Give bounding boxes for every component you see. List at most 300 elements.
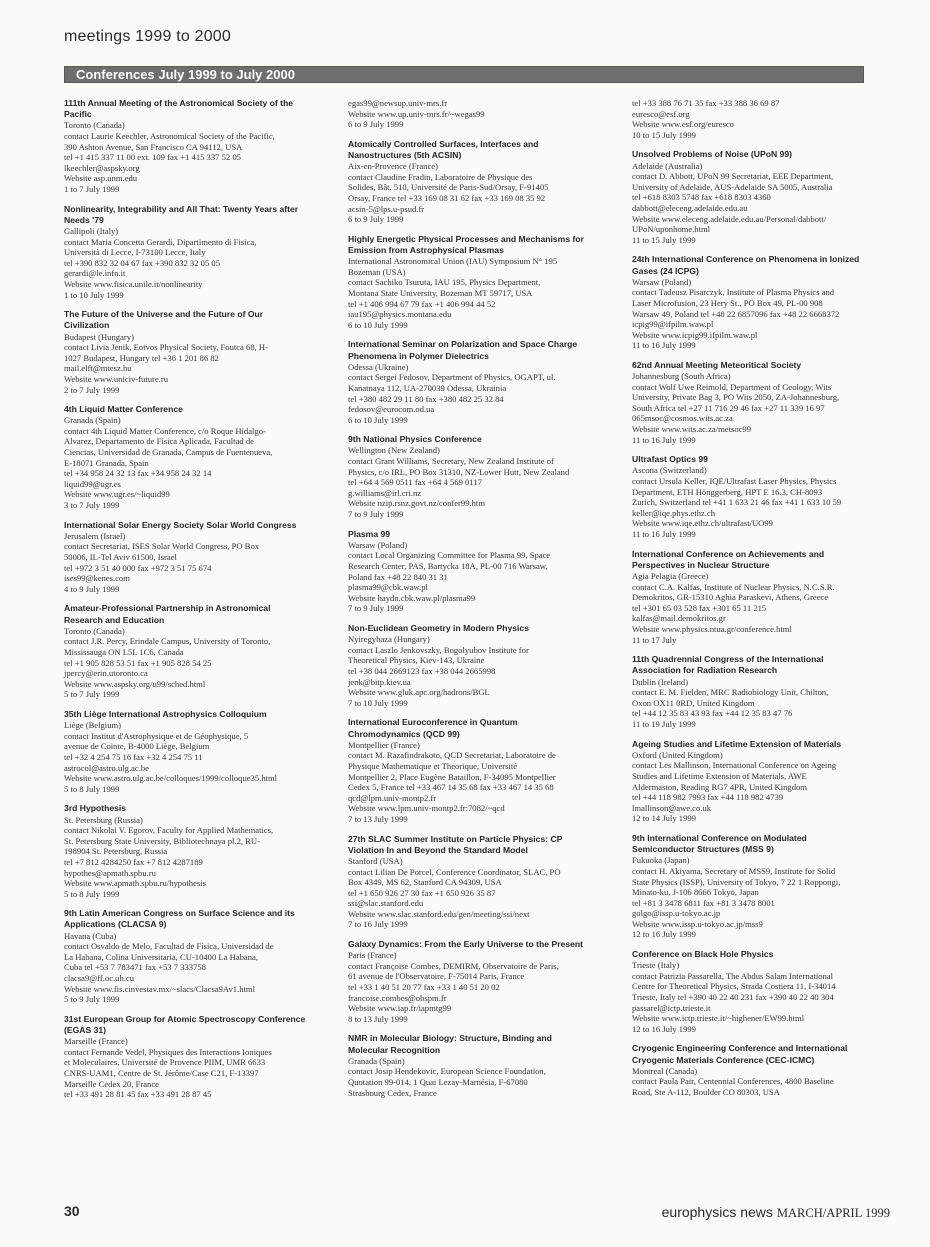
- detail-line: contact C.A. Kalfas, Institute of Nuclear Physics, N.C.S.R.: [632, 581, 835, 592]
- detail-line: contact Ursula Keller, IQE/Ultrafast Laser Physics, Physics: [632, 476, 837, 487]
- conference-entry: [632, 654, 902, 729]
- detail-line: tel +81 3 3478 6811 fax +81 3 3478 8001: [632, 897, 775, 908]
- detail-line: Physique Mathematique et Theorique, Université: [348, 760, 518, 771]
- conference-entry: [348, 434, 618, 519]
- conference-details: [348, 445, 618, 519]
- conference-title: 11th Quadrennial Congress of the International Association for Radiation Research: [632, 654, 824, 676]
- detail-line: 11 to 16 July 1999: [632, 340, 696, 351]
- conference-details: [632, 371, 902, 445]
- conference-title: 9th Latin American Congress on Surface Science and its Applications (CLACSA 9): [64, 908, 295, 930]
- conference-entry: [348, 834, 618, 931]
- detail-line: lkeechler@aspsky.org: [64, 162, 140, 173]
- conference-title: International Euroconference in Quantum Chromodynamics (QCD 99): [348, 717, 518, 739]
- detail-line: Odessa (Ukraine): [348, 361, 409, 372]
- detail-line: CNRS-UAM1, Centre de St. Jérôme/Case C21, F-13397: [64, 1068, 259, 1079]
- detail-line: Centre for Theoretical Physics, Strada Costiera 11, I-34014: [632, 981, 836, 992]
- detail-line: tel +33 388 76 71 35 fax +33 388 36 69 87: [632, 98, 780, 108]
- detail-line: 7 to 10 July 1999: [348, 697, 408, 708]
- detail-line: 11 to 16 July 1999: [632, 529, 696, 540]
- detail-line: Alvarez, Departamento de Fisica Aplicada, Facultad de: [64, 436, 254, 447]
- detail-line: 1 to 10 July 1999: [64, 289, 124, 300]
- conference-details: [632, 750, 902, 824]
- detail-line: Website www.up.univ-mrs.fr/~wegas99: [348, 108, 485, 119]
- publication-name: europhysics news: [661, 1204, 773, 1220]
- detail-line: avenue de Cointe, B-4000 Liège, Belgium: [64, 741, 210, 752]
- conference-title: International Solar Energy Society Solar World Congress: [64, 519, 297, 530]
- detail-line: Warsaw (Poland): [632, 276, 692, 287]
- detail-line: contact 4th Liquid Matter Conference, c/o Roque Hidalgo-: [64, 425, 266, 436]
- conference-title: 4th Liquid Matter Conference: [64, 404, 183, 415]
- conference-entry: [348, 139, 618, 225]
- detail-line: lmallinson@awe.co.uk: [632, 802, 712, 813]
- detail-line: International Astronomical Union (IAU) Symposium N° 195: [348, 256, 558, 267]
- conferences-banner: [64, 66, 864, 83]
- detail-line: passarel@ictp.trieste.it: [632, 1002, 711, 1013]
- detail-line: 7 to 13 July 1999: [348, 813, 408, 824]
- detail-line: Nyiregyhaza (Hungary): [348, 634, 430, 645]
- conference-title: 3rd Hypothesis: [64, 803, 127, 814]
- detail-line: Gallipoli (Italy): [64, 225, 119, 236]
- detail-line: contact Lilian De Porcel, Conference Coordinator, SLAC, PO: [348, 866, 561, 877]
- conference-entry: [348, 939, 618, 1024]
- detail-line: contact Les Mallinson, International Conference on Ageing: [632, 760, 837, 771]
- column-2: [348, 98, 618, 1107]
- conference-details: [348, 362, 618, 426]
- section-title: meetings 1999 to 2000: [64, 28, 231, 45]
- detail-line: contact Paula Pair, Centennial Conferences, 4800 Baseline: [632, 1076, 834, 1087]
- conference-entry: [64, 98, 332, 195]
- detail-line: Website www.lpm.univ-montp2.fr:7082/~qcd: [348, 803, 505, 814]
- detail-line: icpig99@ifpilm.waw.pl: [632, 319, 714, 330]
- detail-line: Montreal (Canada): [632, 1065, 698, 1076]
- detail-line: contact Grant Williams, Secretary, New Zealand Institute of: [348, 456, 554, 467]
- detail-line: 11 to 17 July: [632, 634, 677, 645]
- detail-line: Budapest (Hungary): [64, 331, 134, 342]
- detail-line: Jerusalem (Israel): [64, 530, 126, 541]
- conference-details: [64, 120, 332, 194]
- detail-line: 7 to 9 July 1999: [348, 509, 404, 520]
- detail-line: Johannesburg (South Africa): [632, 371, 731, 382]
- detail-line: Website www.fisica.unile.it/nonlinearity: [64, 278, 203, 289]
- detail-line: University, Private Bag 3, PO Wits 2050, ZA-Johannesburg,: [632, 392, 840, 403]
- detail-line: 390 Ashton Avenue, San Francisco CA 94112, USA: [64, 141, 243, 152]
- conference-title: Ultrafast Optics 99: [632, 454, 708, 465]
- detail-line: 198904 St. Petersburg, Russia: [64, 846, 168, 857]
- conference-entry: [348, 529, 618, 614]
- detail-line: contact Maria Concetta Gerardi, Dipartimento di Fisica,: [64, 236, 257, 247]
- detail-line: 5 to 8 July 1999: [64, 783, 120, 794]
- detail-line: tel +972 3 51 40 000 fax +972 3 51 75 674: [64, 562, 212, 573]
- conference-entry: [632, 549, 902, 646]
- conference-title: Highly Energetic Physical Processes and Mechanisms for Emission from Astrophysical Plasmas: [348, 233, 584, 255]
- detail-line: tel +33 491 28 81 45 fax +33 491 28 87 45: [64, 1089, 212, 1100]
- conference-title: 111th Annual Meeting of the Astronomical Society of the Pacific: [64, 98, 294, 120]
- detail-line: Trieste (Italy): [632, 960, 680, 971]
- detail-line: euresco@esf.org: [632, 108, 690, 119]
- conference-entry: [64, 1014, 332, 1100]
- conference-entry: [632, 360, 902, 445]
- detail-line: Orsay, France tel +33 169 08 31 62 fax +33 169 08 35 92: [348, 192, 546, 203]
- detail-line: 7 to 9 July 1999: [348, 603, 404, 614]
- conference-details: [64, 626, 332, 700]
- detail-line: Marseille Cedex 20, France: [64, 1078, 159, 1089]
- detail-line: Road, Ste A-112, Boulder CO 80303, USA: [632, 1087, 780, 1098]
- detail-line: Dublin (Ireland): [632, 676, 689, 687]
- detail-line: Liège (Belgium): [64, 720, 122, 731]
- detail-line: jpercy@erin.utoronto.ca: [64, 668, 148, 679]
- conference-details: [632, 98, 902, 140]
- detail-line: Ciencias, Universidad de Granada, Campus de Fuentenueva,: [64, 447, 273, 458]
- detail-line: Website nzip.rsnz.govt.nz/confer99.htm: [348, 498, 486, 509]
- detail-line: 1027 Budapest, Hungary tel +36 1 201 86 82: [64, 352, 219, 363]
- detail-line: contact M. Razafindrakoto, QCD Secretariat, Laboratoire de: [348, 750, 556, 761]
- detail-line: Università di Lecce, I-73100 Lecce, Italy: [64, 247, 206, 258]
- detail-line: State Physics (ISSP), University of Tokyo, 7 22 1 Roppongi,: [632, 876, 841, 887]
- detail-line: Website www.eleceng.adelaide.edu.au/Personal/dabbott/: [632, 213, 827, 224]
- conference-details: [348, 540, 618, 614]
- detail-line: tel +44 118 982 7993 fax +44 118 982 4739: [632, 792, 784, 803]
- detail-line: Website www.ugr.es/~liquid99: [64, 489, 170, 500]
- detail-line: acsin-5@lps.u-psud.fr: [348, 203, 425, 214]
- detail-line: Website www.apmath.spbu.ru/hypothesis: [64, 878, 206, 889]
- detail-line: UPoN/uponhome.html: [632, 224, 711, 235]
- conference-entry: [632, 739, 902, 824]
- detail-line: St. Petersburg (Russia): [64, 814, 143, 825]
- detail-line: St. Petersburg State University, Bibliotechnaya pl.2, RU-: [64, 835, 260, 846]
- detail-line: contact Nikolai V. Egorov, Faculty for Applied Mathematics,: [64, 825, 274, 836]
- detail-line: contact Osvaldo de Melo, Facultad de Física, Universidad de: [64, 941, 274, 952]
- conference-details: [64, 720, 332, 794]
- conference-details: [632, 571, 902, 645]
- conference-entry: [632, 949, 902, 1034]
- detail-line: 2 to 7 July 1999: [64, 384, 120, 395]
- detail-line: fedosov@eurocom.od.ua: [348, 404, 435, 415]
- conference-title: 9th National Physics Conference: [348, 434, 482, 445]
- conference-title: NMR in Molecular Biology: Structure, Binding and Molecular Recognition: [348, 1033, 552, 1055]
- detail-line: dabbott@eleceng.adelaide.edu.au: [632, 202, 748, 213]
- detail-line: tel +34 958 24 32 13 fax +34 958 24 32 14: [64, 468, 212, 479]
- detail-line: Website asp.unm.edu: [64, 173, 138, 184]
- detail-line: Website www.iap.fr/iapmtg99: [348, 1003, 452, 1014]
- conference-title: Galaxy Dynamics: From the Early Universe to the Present: [348, 939, 583, 950]
- page-number: 30: [64, 1203, 80, 1219]
- detail-line: tel +380 482 29 11 80 fax +380 482 25 32 84: [348, 393, 504, 404]
- conference-entry: [348, 1033, 618, 1098]
- detail-line: 4 to 9 July 1999: [64, 583, 120, 594]
- detail-line: contact Patrizia Passarella, The Abdus Salam International: [632, 970, 834, 981]
- conference-title: Non-Euclidean Geometry in Modern Physics: [348, 623, 529, 633]
- detail-line: Oxon OX11 0RD, United Kingdom: [632, 697, 755, 708]
- detail-line: E-18071 Granada, Spain: [64, 457, 149, 468]
- detail-line: Aldermaston, Reading RG7 4PR, United Kingdom: [632, 781, 807, 792]
- column-1: [64, 98, 332, 1109]
- detail-line: 065msoc@cosmos.wits.ac.za: [632, 413, 733, 424]
- detail-line: Website www.wits.ac.za/metsoc99: [632, 424, 752, 435]
- detail-line: tel +1 415 337 11 00 ext. 109 fax +1 415 337 52 05: [64, 152, 241, 163]
- conference-details: [348, 1056, 618, 1098]
- detail-line: Physics, c/o IRL, PO Box 31310, NZ-Lower Hutt, New Zealand: [348, 466, 570, 477]
- detail-line: Warsaw (Poland): [348, 539, 408, 550]
- conference-details: [632, 960, 902, 1034]
- detail-line: Toronto (Canada): [64, 625, 125, 636]
- detail-line: gerardi@le.infn.it: [64, 268, 126, 279]
- issue-date: MARCH/APRIL 1999: [776, 1206, 890, 1220]
- detail-line: Adelaide (Australia): [632, 160, 703, 171]
- detail-line: Montpellier 2, Place Eugène Bataillon, F-34095 Montpellier: [348, 771, 556, 782]
- detail-line: Website www.astro.ulg.ac.be/colloques/1999/colloque35.html: [64, 773, 278, 784]
- detail-line: 6 to 10 July 1999: [348, 414, 408, 425]
- detail-line: tel +390 832 32 04 67 fax +390 832 32 05 05: [64, 257, 221, 268]
- detail-line: La Habana, Colina Universitaria, CU-10400 La Habana,: [64, 951, 259, 962]
- conference-entry: [64, 803, 332, 899]
- detail-line: Website www.iqe.ethz.ch/ultrafast/UO99: [632, 518, 773, 529]
- detail-line: Stanford (USA): [348, 855, 403, 866]
- detail-line: Kanatnaya 112, UA-270039 Odessa, Ukrainia: [348, 382, 507, 393]
- detail-line: clacsa9@ff.oc.uh.cu: [64, 973, 135, 984]
- conference-details: [348, 634, 618, 708]
- detail-line: contact Fernande Vedel, Physiques des Interactions Ioniques: [64, 1046, 272, 1057]
- detail-line: contact Claudine Fradin, Laboratoire de Physique des: [348, 171, 533, 182]
- detail-line: Laser Microfusion, 23 Hery St., PO Box 49, PL-00 908: [632, 297, 823, 308]
- detail-line: Trieste, Italy tel +390 40 22 40 231 fax +390 40 22 40 304: [632, 992, 834, 1003]
- detail-line: contact Sergei Fedosov, Department of Physics, OGAPT, ul.: [348, 372, 556, 383]
- conference-entry: [64, 520, 332, 595]
- detail-line: Strasbourg Cedex, France: [348, 1087, 437, 1098]
- detail-line: contact Local Organizing Committee for Plasma 99, Space: [348, 550, 551, 561]
- detail-line: tel +7 812 4284250 fax +7 812 4287189: [64, 856, 203, 867]
- detail-line: qcd@lpm.univ-montp2.fr: [348, 792, 437, 803]
- detail-line: contact Tadeusz Pisarczyk, Institute of Plasma Physics and: [632, 287, 835, 298]
- conference-details: [348, 256, 618, 330]
- detail-line: ssi@slac.stanford.edu: [348, 898, 424, 909]
- detail-line: ises99@kenes.com: [64, 573, 130, 584]
- detail-line: 12 to 16 July 1999: [632, 1023, 696, 1034]
- detail-line: Quotation 99-014, 1 Quai Lezay-Marnésia, F-67080: [348, 1077, 528, 1088]
- detail-line: 7 to 16 July 1999: [348, 919, 408, 930]
- detail-line: Website www.slac.stanford.edu/gen/meeting/ssi/next: [348, 908, 530, 919]
- detail-line: 11 to 15 July 1999: [632, 234, 696, 245]
- detail-line: contact E. M. Fielden, MRC Radiobiology Unit, Chilton,: [632, 687, 829, 698]
- detail-line: tel +32 4 254 75 16 fax +32 4 254 75 11: [64, 751, 203, 762]
- conference-title: Amateur-Professional Partnership in Astronomical Research and Education: [64, 603, 271, 625]
- detail-line: contact Institut d'Astrophysique et de Géophysique, 5: [64, 730, 249, 741]
- conference-entry: [64, 404, 332, 511]
- detail-line: 5 to 7 July 1999: [64, 689, 120, 700]
- detail-line: 10 to 15 July 1999: [632, 129, 696, 140]
- detail-line: Paris (France): [348, 950, 397, 961]
- detail-line: Oxford (United Kingdom): [632, 749, 723, 760]
- detail-line: Website haydn.cbk.waw.pl/plasma99: [348, 592, 476, 603]
- detail-line: contact Josip Hendekovic, European Science Foundation,: [348, 1066, 546, 1077]
- detail-line: Agia Pelagia (Greece): [632, 571, 709, 582]
- detail-line: tel +44 12 35 83 43 93 fax +44 12 35 83 47 76: [632, 708, 793, 719]
- detail-line: Cedex 5, France tel +33 467 14 35 68 fax +33 467 14 35 68: [348, 782, 554, 793]
- conference-entry: [348, 717, 618, 824]
- detail-line: tel +1 406 994 67 79 fax +1 406 994 44 52: [348, 298, 496, 309]
- conference-title: International Seminar on Polarization and Space Charge Phenomena in Polymer Dielectrics: [348, 339, 578, 361]
- conference-title: 9th International Conference on Modulated Semiconductor Structures (MSS 9): [632, 832, 807, 855]
- conference-title: Ageing Studies and Lifetime Extension of Materials: [632, 738, 842, 749]
- detail-line: Theoretical Physics, Kiev-143, Ukraine: [348, 655, 485, 666]
- conference-entry: [64, 309, 332, 395]
- detail-line: Research Center, PAS, Bartycka 18A, PL-00 716 Warsaw,: [348, 561, 548, 572]
- detail-line: astrocol@astro.ulg.ac.be: [64, 762, 149, 773]
- detail-line: tel +64 4 569 0511 fax +64 4 569 0117: [348, 477, 482, 488]
- conference-title: Conference on Black Hole Physics: [632, 949, 774, 960]
- detail-line: contact Laszlo Jenkovszky, Bogolyubov Institute for: [348, 644, 529, 655]
- conference-entry: [632, 98, 902, 140]
- detail-line: Aix-en-Provence (France): [348, 161, 438, 172]
- detail-line: contact H. Akiyama, Secretary of MSS9, Institute for Solid: [632, 865, 836, 876]
- conference-entry: [64, 204, 332, 301]
- conference-title: 31st European Group for Atomic Spectroscopy Conference (EGAS 31): [64, 1013, 306, 1036]
- detail-line: contact D. Abbott, UPoN 99 Secretariat, EEE Department,: [632, 171, 834, 182]
- conference-title: 24th International Conference on Phenomena in Ionized Gases (24 ICPG): [632, 254, 860, 276]
- detail-line: contact Laurie Keechler, Astronomical Society of the Pacific,: [64, 131, 275, 141]
- conference-entry: [64, 709, 332, 794]
- detail-line: 50006, IL-Tel Aviv 61500, Israel: [64, 552, 177, 563]
- conference-entry: [348, 234, 618, 331]
- conference-entry: [632, 454, 902, 539]
- conference-details: [64, 415, 332, 510]
- conference-details: [64, 226, 332, 300]
- conference-details: [64, 815, 332, 900]
- detail-line: egas99@newsup.univ-mrs.fr: [348, 98, 448, 108]
- detail-line: Poland fax +48 22 840 31 31: [348, 571, 448, 582]
- detail-line: Website www.fis.cinvestav.mx/~slacs/Clacsa9Av1.html: [64, 983, 255, 994]
- detail-line: Warsaw 49, Poland tel +48 22 6857096 fax +48 22 6668372: [632, 308, 840, 319]
- conference-title: The Future of the Universe and the Future of Our Civilization: [64, 309, 264, 331]
- conference-title: Nonlinearity, Integrability and All That: Twenty Years after Needs '79: [64, 203, 299, 225]
- conference-title: 62nd Annual Meeting Meteoritical Society: [632, 359, 802, 370]
- detail-line: francoise.combes@obspm.fr: [348, 992, 447, 1003]
- conference-entry: [632, 254, 902, 351]
- detail-line: tel +1 650 926 27 30 fax +1 650 926 35 87: [348, 887, 496, 898]
- conference-title: 35th Liège International Astrophysics Colloquium: [64, 708, 267, 719]
- detail-line: Toronto (Canada): [64, 120, 125, 131]
- detail-line: Montpellier (France): [348, 739, 420, 750]
- detail-line: Website www.icpig99.ifpilm.waw.pl: [632, 329, 758, 340]
- detail-line: 1 to 7 July 1999: [64, 183, 120, 194]
- detail-line: Havana (Cuba): [64, 930, 117, 941]
- detail-line: Bozeman (USA): [348, 266, 406, 277]
- conference-entry: [632, 1043, 902, 1097]
- conference-title: 27th SLAC Summer Institute on Particle Physics: CP Violation In and Beyond the Standard Model: [348, 833, 563, 855]
- detail-line: contact Secretariat, ISES Solar World Congress, PO Box: [64, 541, 260, 552]
- detail-line: Ascona (Switzerland): [632, 465, 707, 476]
- detail-line: Website www.physics.ntua.gr/conference.html: [632, 623, 792, 634]
- detail-line: contact Sachiko Tsuruta, IAU 195, Physics Department,: [348, 277, 541, 288]
- detail-line: contact Françoise Combes, DEMIRM, Observatoire de Paris,: [348, 960, 559, 971]
- conference-details: [632, 161, 902, 246]
- conference-details: [632, 1066, 902, 1098]
- detail-line: contact Wolf Uwe Reimold, Department of Geology, Wits: [632, 381, 832, 392]
- detail-line: Demokritos, GR-15310 Aghia Paraskevi, Athens, Greece: [632, 592, 829, 603]
- detail-line: jenk@bitp.kiev.ua: [348, 676, 411, 687]
- detail-line: contact J.R. Percy, Erindale Campus, University of Toronto,: [64, 636, 271, 647]
- detail-line: Solides, Bât. 510, Université de Paris-Sud/Orsay, F-91405: [348, 182, 549, 193]
- conference-title: International Conference on Achievements and Perspectives in Nuclear Structure: [632, 548, 825, 570]
- conference-entry: [64, 908, 332, 1005]
- conference-details: [348, 161, 618, 225]
- conference-details: [632, 677, 902, 730]
- detail-line: mail.elft@mtesz.hu: [64, 363, 132, 374]
- detail-line: Studies and Lifetime Extension of Materials, AWE: [632, 770, 807, 781]
- detail-line: g.williams@irl.cri.nz: [348, 487, 422, 498]
- detail-line: Website www.uniciv-future.ru: [64, 373, 168, 384]
- conference-entry: [632, 149, 902, 245]
- detail-line: Marseille (France): [64, 1036, 128, 1047]
- detail-line: plasma99@cbk.waw.pl: [348, 582, 428, 593]
- detail-line: South Africa tel +27 11 716 29 46 fax +27 11 339 16 97: [632, 402, 825, 413]
- conference-details: [348, 950, 618, 1024]
- detail-line: tel +618 8303 5748 fax +618 8303 4360: [632, 192, 771, 203]
- conference-entry: [348, 623, 618, 708]
- detail-line: Granada (Spain): [64, 415, 121, 426]
- detail-line: 6 to 9 July 1999: [348, 119, 404, 130]
- detail-line: Box 4349, MS 62, Stanford CA 94309, USA: [348, 877, 502, 888]
- detail-line: 12 to 14 July 1999: [632, 813, 696, 824]
- detail-line: 61 avenue de l'Observatoire, F-75014 Paris, France: [348, 971, 525, 982]
- conference-entry: [632, 833, 902, 940]
- conference-title: Unsolved Problems of Noise (UPoN 99): [632, 149, 792, 160]
- detail-line: 5 to 9 July 1999: [64, 994, 120, 1005]
- detail-line: contact Livia Jenik, Eotvos Physical Society, Foutca 68, H-: [64, 342, 268, 353]
- conference-title: Cryogenic Engineering Conference and International Cryogenic Materials Conference (CEC-ICMC): [632, 1043, 848, 1065]
- conference-details: [348, 856, 618, 930]
- detail-line: et Moleculaires, Université de Provence PIIM, UMR 6633: [64, 1057, 266, 1068]
- conference-entry: [64, 603, 332, 700]
- detail-line: 11 to 16 July 1999: [632, 434, 696, 445]
- banner-label: Conferences July 1999 to July 2000: [76, 67, 295, 82]
- detail-line: Website www.issp.u-tokyo.ac.jp/mss9: [632, 918, 763, 929]
- conference-details: [64, 531, 332, 595]
- detail-line: golgo@issp.u-tokyo.ac.jp: [632, 908, 721, 919]
- conference-details: [64, 1036, 332, 1100]
- conference-details: [348, 98, 618, 130]
- detail-line: Wellington (New Zealand): [348, 445, 440, 456]
- detail-line: tel +301 65 03 528 fax +301 65 11 215: [632, 602, 767, 613]
- detail-line: University of Adelaide, AUS-Adelaide SA 5005, Australia: [632, 181, 833, 192]
- detail-line: Zurich, Switzerland tel +41 1 633 21 46 fax +41 1 633 10 59: [632, 497, 842, 508]
- detail-line: Granada (Spain): [348, 1055, 405, 1066]
- detail-line: tel +38 044 2669123 fax +38 044 2665998: [348, 665, 496, 676]
- detail-line: 3 to 7 July 1999: [64, 500, 120, 511]
- detail-line: Fukuoka (Japan): [632, 855, 690, 866]
- detail-line: hypothes@apmath.spbu.ru: [64, 867, 156, 878]
- detail-line: 11 to 19 July 1999: [632, 718, 696, 729]
- conference-details: [632, 277, 902, 351]
- detail-line: iau195@physics.montana.edu: [348, 309, 452, 320]
- detail-line: kalfas@mail.demokritos.gr: [632, 613, 726, 624]
- detail-line: tel +1 905 828 53 51 fax +1 905 828 54 25: [64, 657, 212, 668]
- conference-details: [64, 332, 332, 396]
- detail-line: Department, ETH Hönggerberg, HPT E 16.3, CH-8093: [632, 486, 823, 497]
- footer-publication: [662, 1204, 890, 1221]
- conference-details: [632, 465, 902, 539]
- conference-entry: [348, 98, 618, 130]
- conference-details: [348, 740, 618, 825]
- detail-line: 8 to 13 July 1999: [348, 1013, 408, 1024]
- detail-line: Minato-ku, J-106 8666 Tokyo, Japan: [632, 887, 759, 898]
- conference-title: Atomically Controlled Surfaces, Interfaces and Nanostructures (5th ACSIN): [348, 138, 539, 160]
- conference-entry: [348, 339, 618, 425]
- detail-line: 12 to 16 July 1999: [632, 929, 696, 940]
- detail-line: Cuba tel +53 7 783471 fax +53 7 333758: [64, 962, 206, 973]
- conference-details: [632, 855, 902, 940]
- detail-line: liquid99@ugr.es: [64, 478, 121, 489]
- conference-details: [64, 931, 332, 1005]
